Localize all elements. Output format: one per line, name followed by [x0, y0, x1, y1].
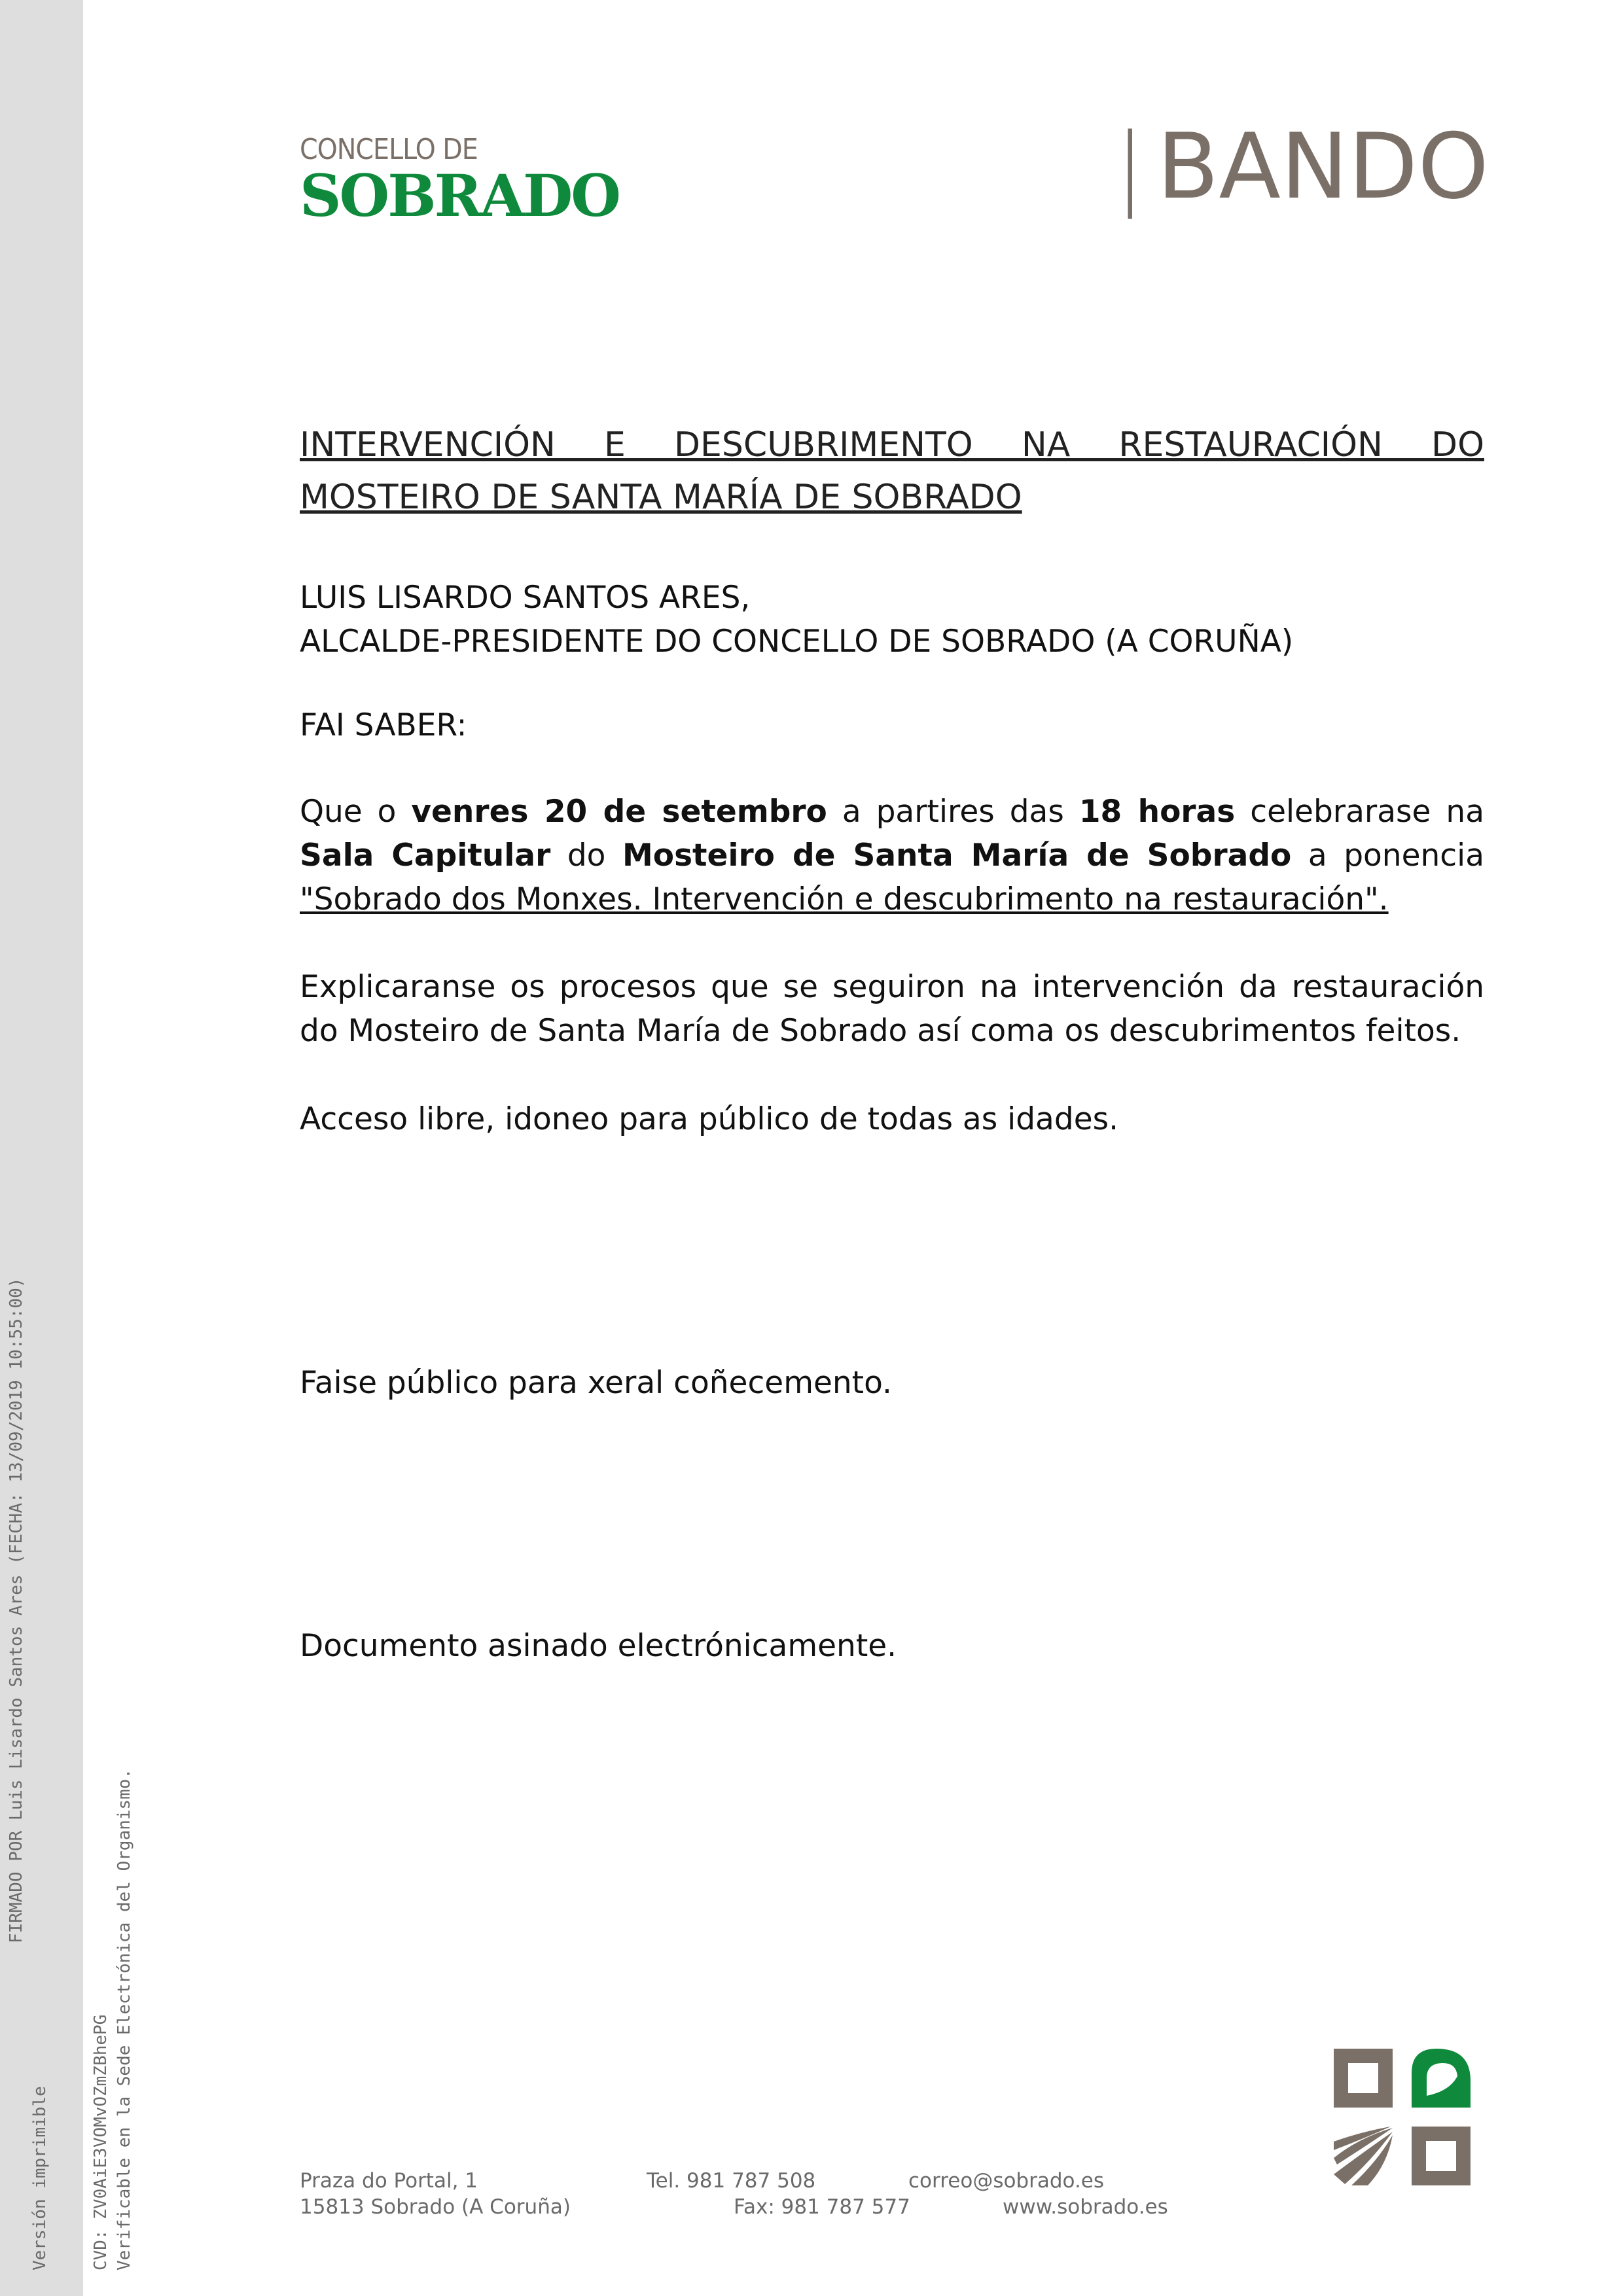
event-date: venres 20 de setembro — [411, 794, 827, 830]
printable-version-text: Versión imprimible — [30, 2086, 50, 2270]
footer-web[interactable]: www.sobrado.es — [1003, 2195, 1168, 2219]
footer-tel: Tel. 981 787 508 — [647, 2169, 816, 2193]
p1-text: celebrarase na — [1235, 794, 1485, 830]
cvd-code: CVD: ZV0AiE3VOMvOZmZBhePG — [91, 2014, 111, 2270]
closing-text: Faise público para xeral coñecemento. — [300, 1365, 892, 1401]
signed-by-text: FIRMADO POR Luis Lisardo Santos Ares (FECHA: 13/09/2019 10:55:00) — [7, 1277, 26, 1943]
p1-text: a ponencia — [1291, 838, 1484, 874]
concello-logo — [300, 133, 619, 230]
paragraph-event — [300, 790, 1484, 921]
sobrado-emblem-icon — [1332, 2047, 1472, 2187]
p1-text: Que o — [300, 794, 412, 830]
fai-saber: FAI SABER: — [300, 707, 467, 743]
footer-email[interactable]: correo@sobrado.es — [908, 2169, 1105, 2193]
talk-title: "Sobrado dos Monxes. Intervención e descubrimento na restauración". — [300, 881, 1389, 917]
event-time: 18 horas — [1079, 794, 1236, 830]
footer-address-line2: 15813 Sobrado (A Coruña) — [300, 2195, 571, 2219]
paragraph-explanation: Explicaranse os procesos que se seguiron na intervención da restauración do Mosteiro de Santa María de Sobrado así coma os descubrimentos feitos. — [300, 969, 1484, 1049]
heading-bar: | — [1115, 114, 1145, 219]
p1-text: a partires das — [827, 794, 1079, 830]
document-title: INTERVENCIÓN E DESCUBRIMENTO NA RESTAURACIÓN DO MOSTEIRO DE SANTA MARÍA DE SOBRADO — [300, 425, 1484, 517]
footer-address-line1: Praza do Portal, 1 — [300, 2169, 478, 2193]
event-venue: Mosteiro de Santa María de Sobrado — [622, 838, 1292, 874]
logo-main-text: SOBRADO — [300, 162, 619, 230]
signatory-name: LUIS LISARDO SANTOS ARES, — [300, 580, 751, 616]
document-type-heading — [1115, 115, 1489, 219]
footer-fax: Fax: 981 787 577 — [734, 2195, 910, 2219]
heading-text: BANDO — [1156, 114, 1489, 219]
event-room: Sala Capitular — [300, 838, 551, 874]
p1-text: do — [550, 838, 623, 874]
footer-address — [300, 2168, 571, 2220]
signed-note: Documento asinado electrónicamente. — [300, 1628, 897, 1664]
verification-text: Verificable en la Sede Electrónica del Organismo. — [115, 1768, 134, 2270]
paragraph-access: Acceso libre, idoneo para público de todas as idades. — [300, 1101, 1119, 1137]
signatory-block — [300, 576, 1484, 663]
signature-side-strip — [0, 0, 83, 2296]
logo-top-text: CONCELLO DE — [300, 133, 478, 166]
signatory-position: ALCALDE-PRESIDENTE DO CONCELLO DE SOBRADO (A CORUÑA) — [300, 624, 1294, 660]
